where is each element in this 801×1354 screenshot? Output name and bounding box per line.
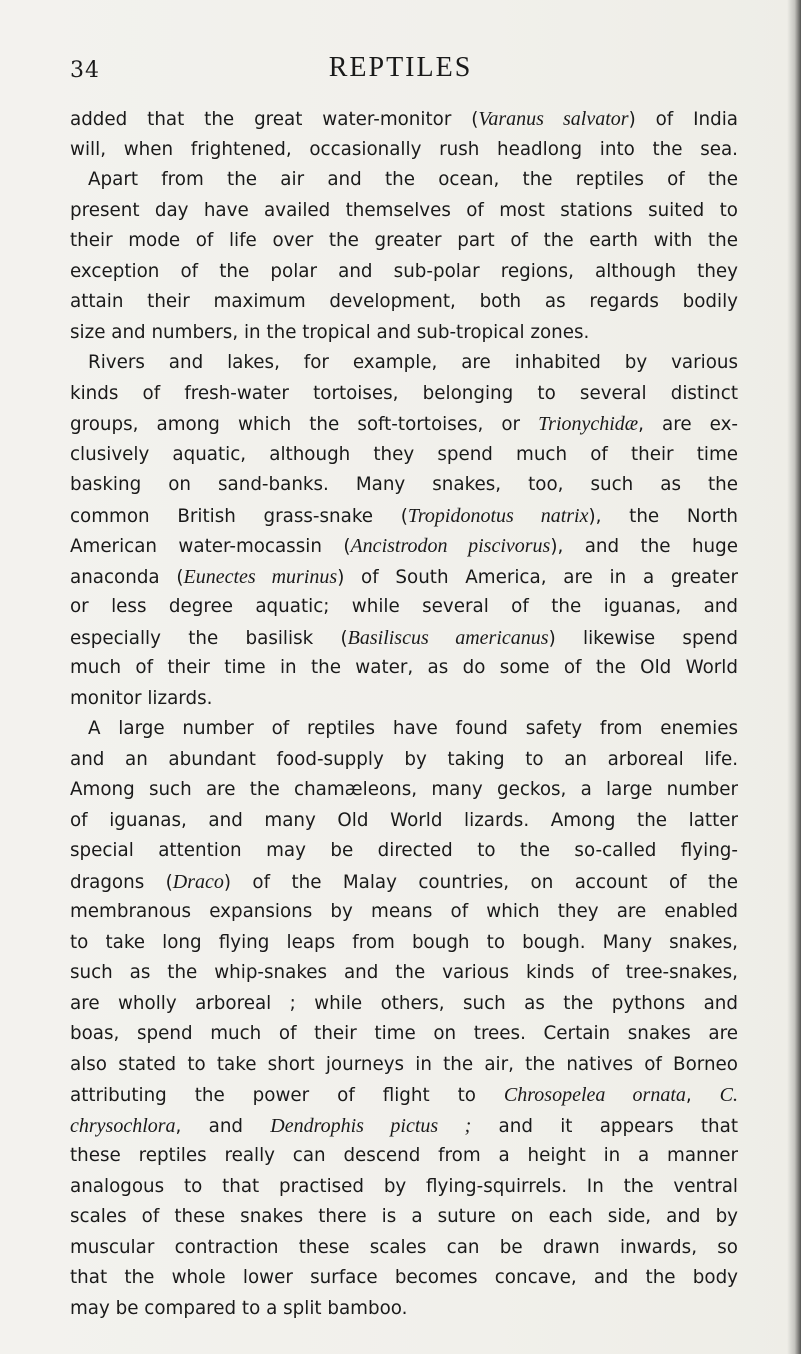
text-run: , and [175, 1115, 271, 1137]
text-run: that the whole lower surface becomes concave, and the body [70, 1267, 738, 1288]
text-line [70, 867, 738, 898]
text-run: and it appears that [471, 1115, 738, 1137]
italic-term: Basiliscus americanus [347, 626, 549, 649]
text-line [70, 1172, 738, 1203]
italic-term: Draco [172, 870, 224, 893]
text-run: ), and the huge [550, 536, 738, 557]
text-line [70, 135, 738, 166]
text-run: ) of India [628, 109, 738, 130]
text-line [70, 531, 738, 562]
text-run: attributing the power of flight to [70, 1085, 504, 1106]
text-run: , are ex- [638, 414, 738, 435]
text-run: muscular contraction these scales can be drawn inwards, so [70, 1236, 738, 1258]
text-line [70, 592, 738, 623]
text-run: boas, spend much of their time on trees. Certain snakes are [70, 1023, 738, 1044]
text-line [70, 501, 738, 532]
text-run: of iguanas, and many Old World lizards. Among the latter [70, 809, 738, 831]
text-run: Among such are the chamæleons, many geckos, a large number [70, 779, 738, 800]
text-line [70, 318, 738, 349]
text-run: these reptiles really can descend from a height in a manner [70, 1145, 738, 1166]
text-run: size and numbers, in the tropical and sub-tropical zones. [70, 321, 590, 343]
text-line [70, 287, 738, 318]
text-line [70, 1111, 738, 1142]
text-line [70, 958, 738, 989]
text-run: special attention may be directed to the so-called flying- [70, 840, 738, 861]
text-run: such as the whip-snakes and the various kinds of tree-snakes, [70, 962, 738, 983]
text-run: present day have availed themselves of most stations suited to [70, 199, 738, 221]
text-line [70, 684, 738, 715]
text-line [70, 1202, 738, 1233]
text-run: kinds of fresh-water tortoises, belonging to several distinct [70, 382, 738, 404]
text-run: basking on sand-banks. Many snakes, too, such as the [70, 474, 738, 495]
text-run: are wholly arboreal ; while others, such as the pythons and [70, 992, 738, 1014]
italic-term: Dendrophis pictus ; [270, 1114, 472, 1137]
text-run: especially the basilisk ( [70, 627, 348, 649]
text-run: dragons ( [70, 871, 173, 893]
text-line [70, 470, 738, 501]
text-run: ) likewise spend [548, 627, 738, 649]
text-run: exception of the polar and sub-polar regions, although they [70, 260, 738, 282]
text-run: also stated to take short journeys in the air, the natives of Borneo [70, 1053, 738, 1075]
text-run: ), the North [588, 505, 738, 527]
text-run: much of their time in the water, as do some of the Old World [70, 657, 738, 678]
italic-term: Varanus salvator [478, 108, 629, 130]
text-line [70, 1050, 738, 1081]
text-run: monitor lizards. [70, 687, 213, 709]
text-line [70, 1141, 738, 1172]
text-run: ) of the Malay countries, on account of the [223, 871, 738, 893]
text-run: American water-mocassin ( [70, 536, 351, 557]
text-line [70, 562, 738, 593]
text-line [70, 836, 738, 867]
text-run: their mode of life over the greater part of the earth with the [70, 230, 738, 251]
italic-term: chrysochlora [70, 1114, 176, 1137]
page-number: 34 [70, 58, 100, 83]
text-line [70, 989, 738, 1020]
text-line [70, 104, 738, 135]
text-run: to take long flying leaps from bough to bough. Many snakes, [70, 931, 738, 953]
text-line [70, 348, 738, 379]
text-run: attain their maximum development, both as regards bodily [70, 291, 738, 312]
text-run: may be compared to a split bamboo. [70, 1297, 408, 1319]
text-line [70, 196, 738, 227]
text-line [70, 257, 738, 288]
text-line [70, 623, 738, 654]
italic-term: Trionychidæ [538, 413, 639, 435]
text-line [70, 226, 738, 257]
italic-term: Tropidonotus natrix [407, 504, 589, 527]
text-line [70, 1263, 738, 1294]
text-run: ) of South America, are in a greater [337, 566, 738, 588]
text-line [70, 897, 738, 928]
text-run: A large number of reptiles have found safety from enemies [88, 718, 738, 739]
text-line [70, 165, 738, 196]
italic-term: Eunectes murinus [183, 565, 338, 588]
text-line [70, 409, 738, 440]
text-line [70, 653, 738, 684]
page-header [0, 52, 801, 98]
text-run: scales of these snakes there is a suture on each side, and by [70, 1206, 738, 1227]
text-line [70, 745, 738, 776]
italic-term: Chrosopelea ornata [503, 1084, 686, 1106]
running-head: REPTILES [328, 52, 473, 83]
italic-term: C. [719, 1084, 738, 1106]
text-run: analogous to that practised by flying-squirrels. In the ventral [70, 1175, 738, 1197]
text-run: membranous expansions by means of which they are enabled [70, 901, 738, 922]
text-line [70, 1019, 738, 1050]
text-line [70, 1233, 738, 1264]
text-run: groups, among which the soft-tortoises, or [70, 414, 539, 435]
body-text [70, 104, 738, 1324]
text-run: added that the great water-monitor ( [70, 109, 479, 130]
text-run: common British grass-snake ( [70, 505, 408, 527]
text-line [70, 806, 738, 837]
text-line [70, 928, 738, 959]
text-line [70, 1080, 738, 1111]
text-run: or less degree aquatic; while several of the iguanas, and [70, 596, 738, 617]
text-line [70, 775, 738, 806]
text-line [70, 1294, 738, 1325]
italic-term: Ancistrodon piscivorus [350, 535, 551, 557]
text-run: , [685, 1085, 720, 1106]
text-run: anaconda ( [70, 566, 184, 588]
text-run: clusively aquatic, although they spend much of their time [70, 443, 738, 465]
text-line [70, 440, 738, 471]
spine-shadow [787, 0, 801, 1354]
text-line [70, 714, 738, 745]
text-run: and an abundant food-supply by taking to an arboreal life. [70, 748, 738, 770]
text-line [70, 379, 738, 410]
text-run: will, when frightened, occasionally rush headlong into the sea. [70, 138, 738, 160]
text-run: Apart from the air and the ocean, the reptiles of the [88, 169, 738, 190]
text-run: Rivers and lakes, for example, are inhabited by various [88, 352, 738, 373]
